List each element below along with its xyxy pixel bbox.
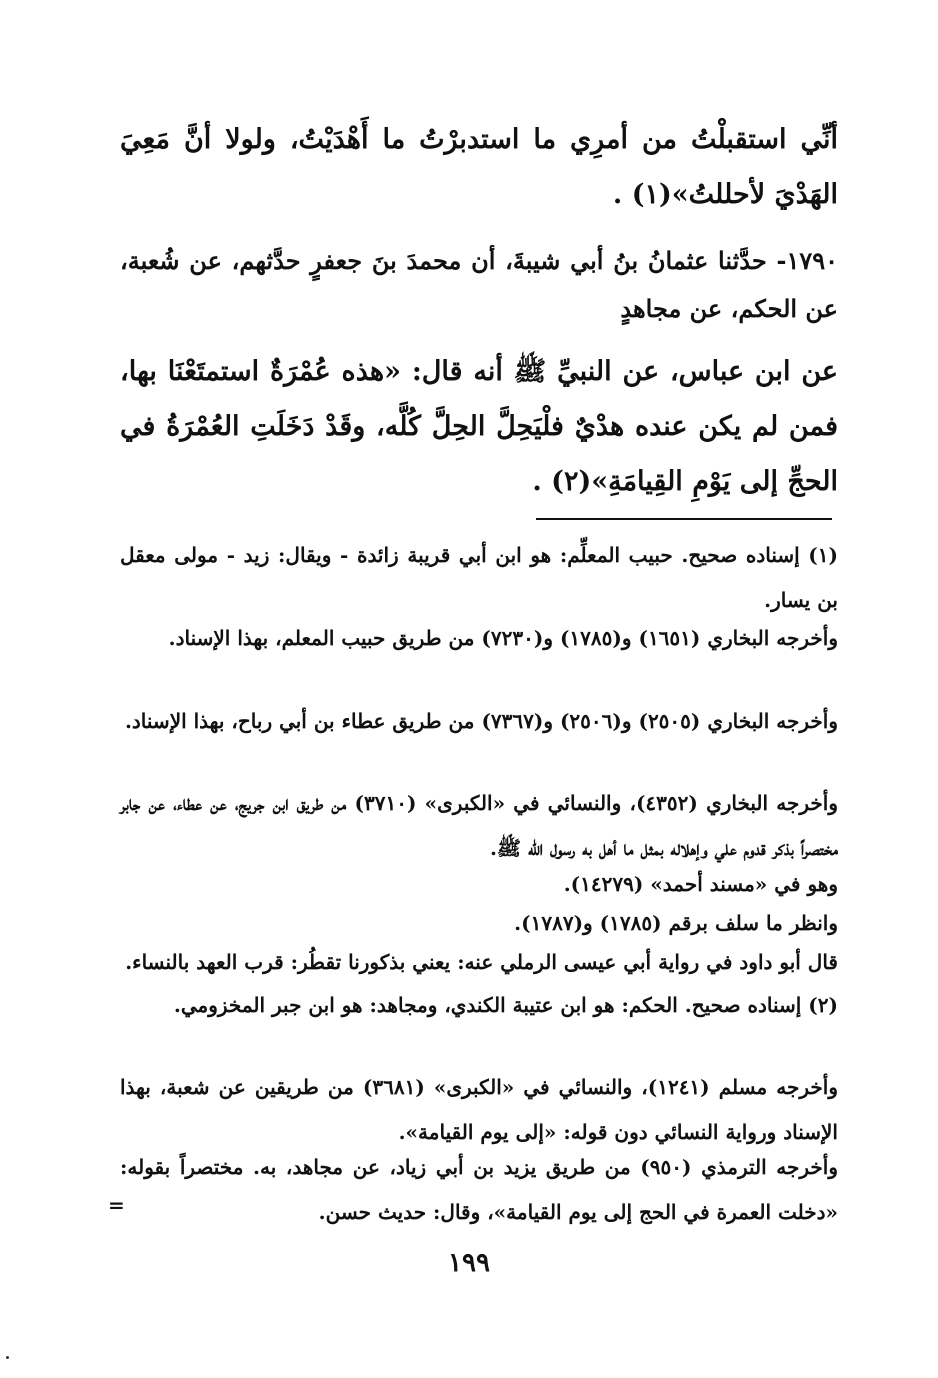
footnote-2-muslim-nasai: وأخرجه مسلم (١٢٤١)، والنسائي في «الكبرى» (٣٦٨١) من طريقين عن شعبة، بهذا الإسناد ورواية النسائي دون قوله: «إلى يوم القيامة». (120, 1075, 838, 1144)
footnote-1: (١) إسناده صحيح. حبيب المعلِّم: هو ابن أبي قريبة زائدة - ويقال: زيد - مولى معقل بن يسار. (120, 543, 838, 612)
footnote-separator-rule (536, 518, 832, 520)
main-paragraph-hadith-end: أنِّي استقبلْتُ من أمرِي ما استدبرْتُ ما أَهْدَيْتُ، ولولا أنَّ مَعِيَ الهَدْيَ لأحللتُ»(١) . (120, 124, 838, 210)
footnote-1-bukhari-b: وأخرجه البخاري (٢٥٠٥) و(٢٥٠٦) و(٧٣٦٧) من طريق عطاء بن أبي رباح، بهذا الإسناد. (124, 709, 838, 733)
main-paragraph-matn-1790: عن ابن عباس، عن النبيِّ ﷺ أنه قال: «هذه عُمْرَةٌ استمتَعْنَا بها، فمن لم يكن عنده هدْيٌ فلْيَحِلَّ الحِلَّ كُلَّه، وقَدْ دَخَلَتِ العُمْرَةُ في الحجِّ إلى يَوْمِ القِيامَةِ»(٢) . (120, 356, 838, 497)
footnote-2-tirmidhi: وأخرجه الترمذي (٩٥٠) من طريق يزيد بن أبي زياد، عن مجاهد، به. مختصراً بقوله: «دخلت العمرة في الحج إلى يوم القيامة»، وقال: حديث حسن. (120, 1155, 838, 1224)
footnote-2: (٢) إسناده صحيح. الحكم: هو ابن عتيبة الكندي، ومجاهد: هو ابن جبر المخزومي. (173, 993, 838, 1017)
scan-speck (6, 1356, 9, 1359)
footnote-1-abu-dawud: قال أبو داود في رواية أبي عيسى الرملي عنه: يعني بذكورنا تقطُر: قرب العهد بالنساء. (125, 950, 838, 974)
page-number: ١٩٩ (448, 1248, 490, 1278)
continuation-mark: = (108, 1193, 125, 1217)
footnote-1-bukhari-a: وأخرجه البخاري (١٦٥١) و(١٧٨٥) و(٧٢٣٠) من طريق حبيب المعلم، بهذا الإسناد. (168, 626, 838, 650)
footnote-1-see-also: وانظر ما سلف برقم (١٧٨٥) و(١٧٨٧). (514, 911, 838, 935)
footnote-1-musnad: وهو في «مسند أحمد» (١٤٢٧٩). (563, 872, 838, 896)
footnote-1-bukhari-nasai: وأخرجه البخاري (٤٣٥٢)، والنسائي في «الكبرى» (٣٧١٠) من طريق ابن جريج، عن عطاء، عن جابر مختصراً بذكر قدوم علي وإهلاله بمثل ما أهل به رسول الله ﷺ. (120, 791, 839, 860)
main-paragraph-isnad-1790: ١٧٩٠- حدَّثنا عثمانُ بنُ أبي شيبةَ، أن محمدَ بنَ جعفرٍ حدَّثهم، عن شُعبة، عن الحكم، عن مجاهدٍ (120, 246, 838, 323)
